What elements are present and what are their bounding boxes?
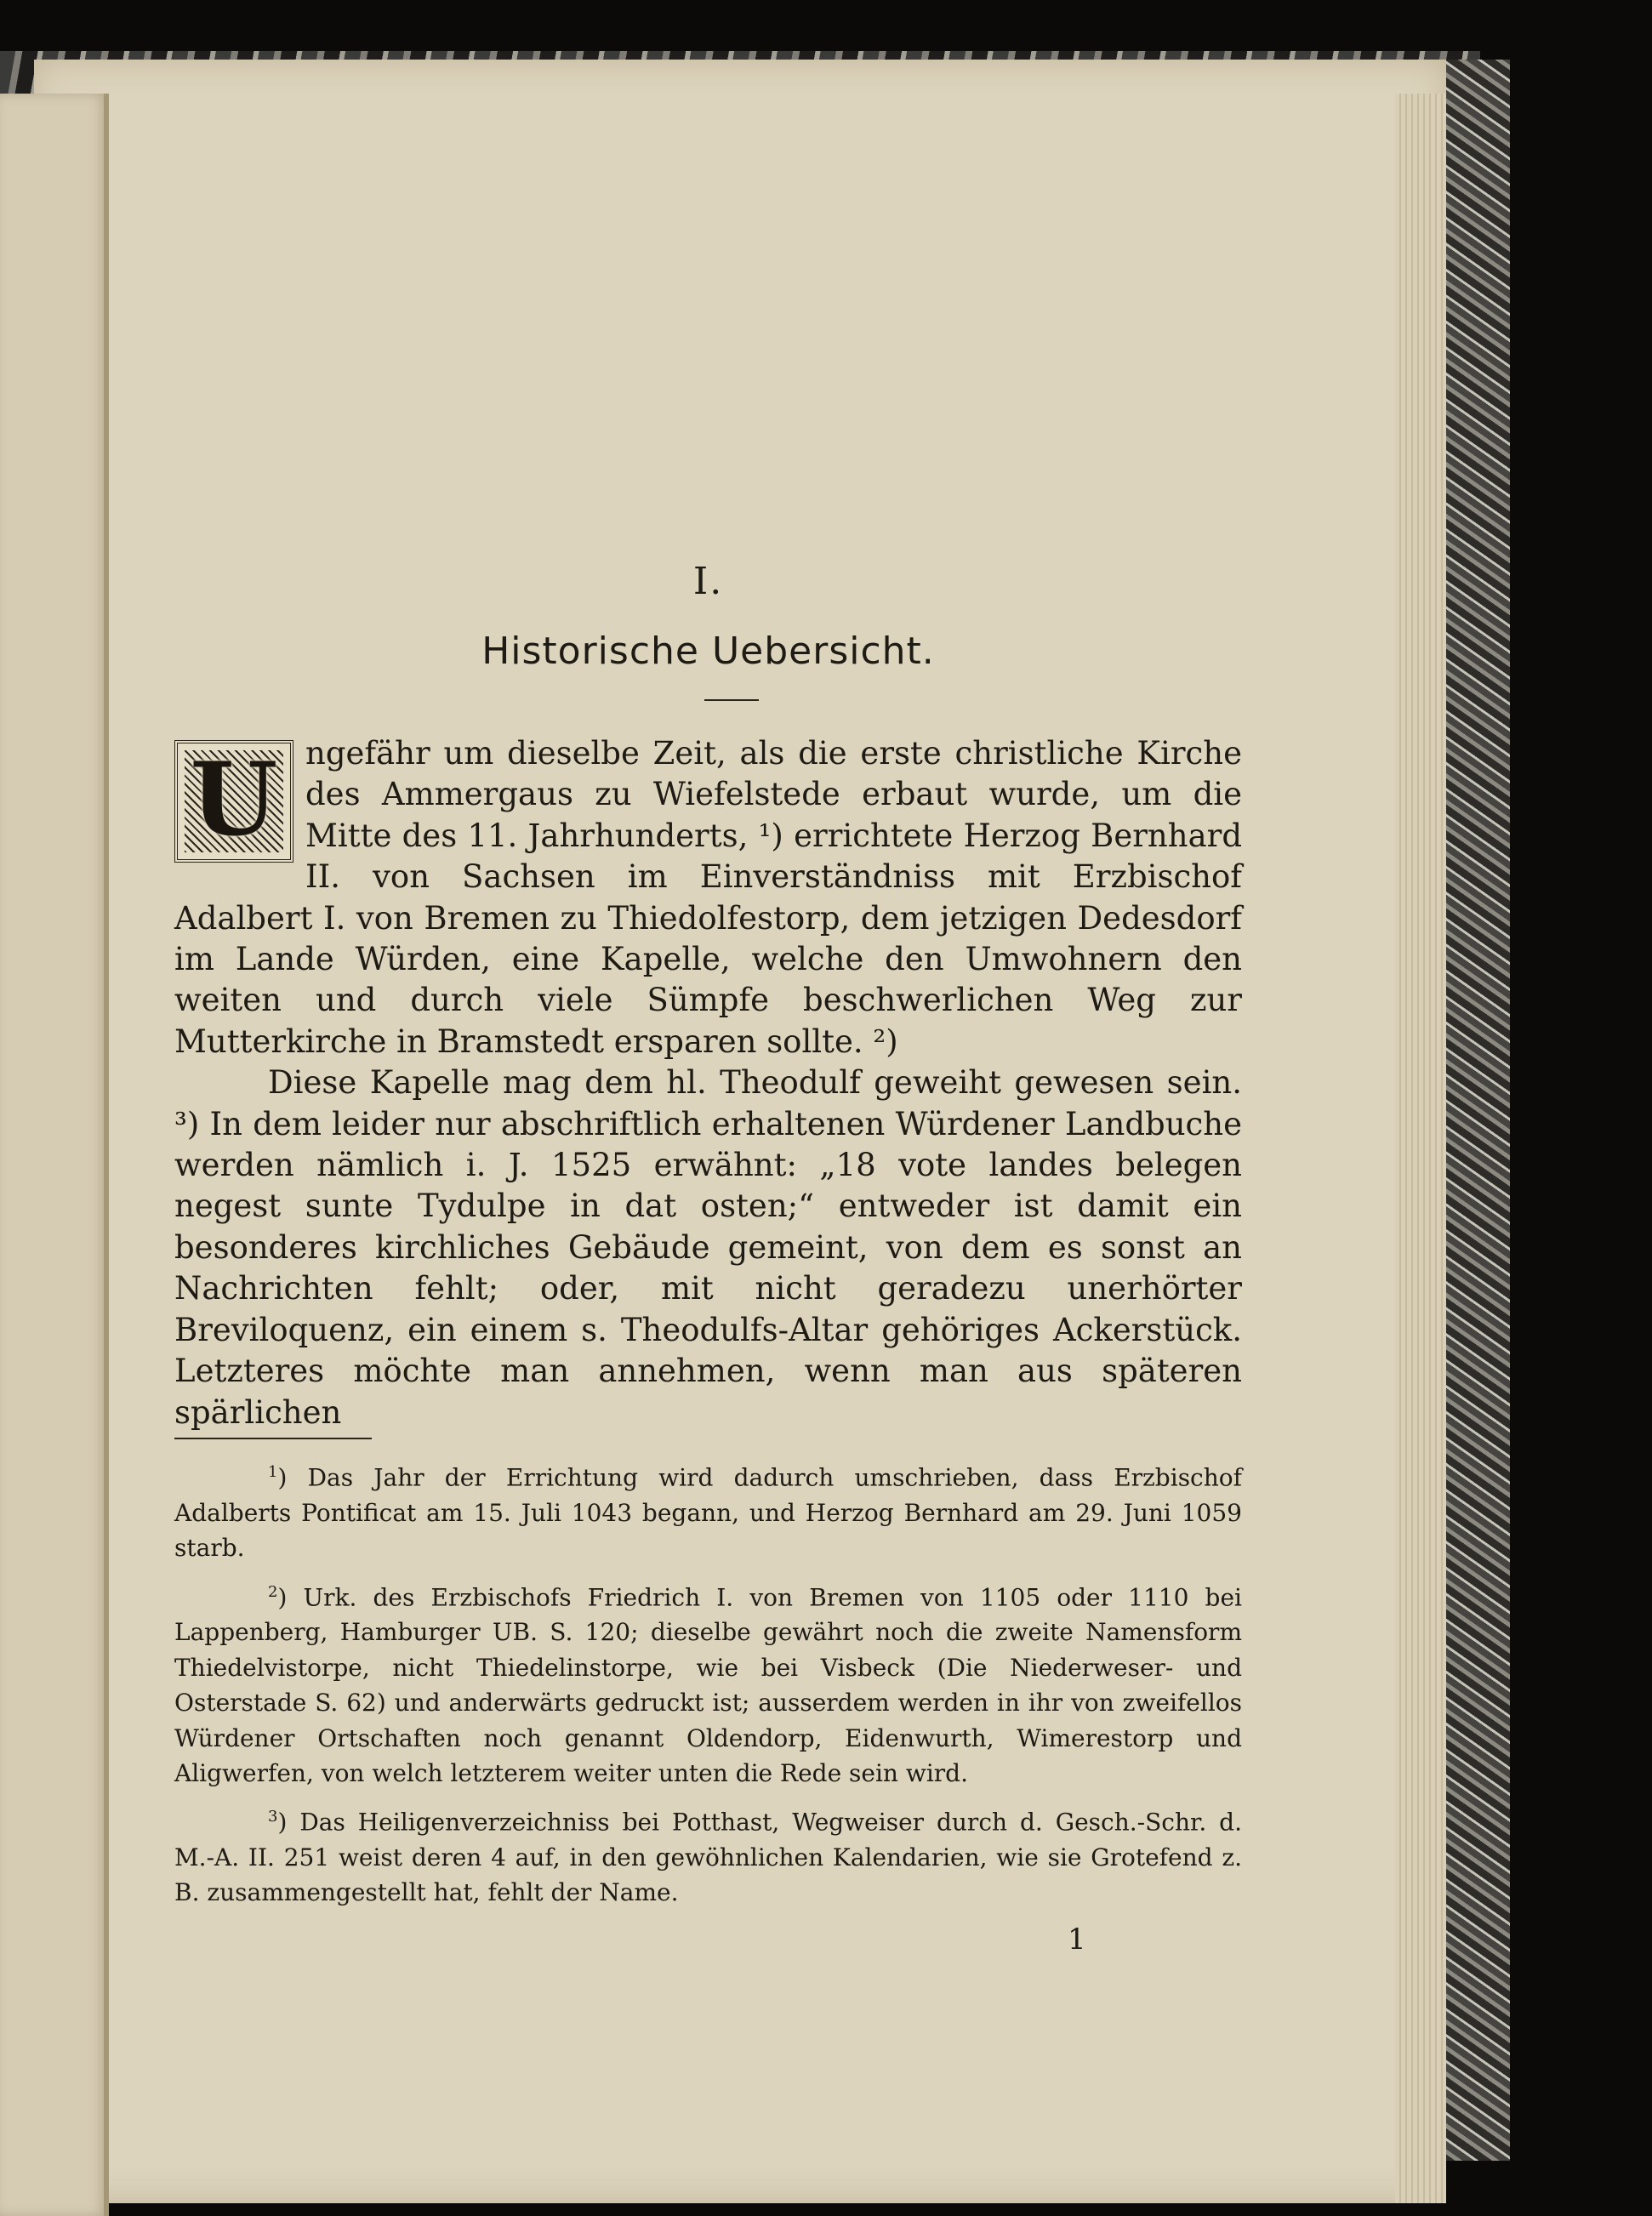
- marbled-book-edge: [1442, 60, 1510, 2161]
- paragraph-1-text: ngefähr um dieselbe Zeit, als die erste christliche Kirche des Ammergaus zu Wiefelstede erbaut wurde, um die Mitte des 11. Jahrhunderts, ¹) errichtete Herzog Bernhard II. von Sachsen im Einverständniss mit Erzbischof Adalbert I. von Bremen zu Thiedolfestorp, dem jetzigen Dedesdorf im Lande Würden, eine Kapelle, welche den Umwohnern den weiten und durch viele Sümpfe beschwerlichen Weg zur Mutterkirche in Bramstedt ersparen sollte. ²): [174, 735, 1242, 1060]
- body-text: [174, 733, 1242, 1433]
- ornamental-initial: [174, 740, 293, 863]
- left-page-leaf: [0, 94, 109, 2216]
- page-number: 1: [1068, 1923, 1086, 1957]
- chapter-title: Historische Uebersicht.: [481, 629, 935, 673]
- footnote-divider: [174, 1438, 372, 1439]
- footnote-2: [174, 1575, 1242, 1792]
- footnote-2-mark: 2: [268, 1582, 278, 1601]
- initial-letter: U: [190, 740, 278, 858]
- footnotes: [174, 1455, 1242, 1919]
- footnote-1-text: ) Das Jahr der Errichtung wird dadurch umschrieben, dass Erzbischof Adalberts Pontificat am 15. Juli 1043 begann, und Herzog Bernhard am 29. Juni 1059 starb.: [174, 1463, 1242, 1563]
- footnote-1-mark: 1: [268, 1463, 278, 1481]
- chapter-number: I.: [692, 560, 724, 603]
- paragraph-2: Diese Kapelle mag dem hl. Theodulf geweiht gewesen sein. ³) In dem leider nur abschriftlich erhaltenen Würdener Landbuche werden nämlich i. J. 1525 erwähnt: „18 vote landes belegen negest sunte Tydulpe in dat osten;“ entweder ist damit ein besonderes kirchliches Gebäude gemeint, von dem es sonst an Nachrichten fehlt; oder, mit nicht geradezu unerhörter Breviloquenz, ein einem s. Theodulfs-Altar gehöriges Ackerstück. Letzteres möchte man annehmen, wenn man aus späteren spärlichen: [174, 1064, 1242, 1431]
- book-gutter: [104, 94, 109, 2216]
- footnote-3: [174, 1799, 1242, 1911]
- footnote-2-text: ) Urk. des Erzbischofs Friedrich I. von Bremen von 1105 oder 1110 bei Lappenberg, Hamburger UB. S. 120; dieselbe gewährt noch die zweite Namensform Thiedelvistorpe, nicht Thiedelinstorpe, wie bei Visbeck (Die Niederweser- und Osterstade S. 62) und anderwärts gedruckt ist; ausserdem werden in ihr von zweifellos Würdener Ortschaften noch genannt Oldendorp, Eidenwurth, Wimerestorp und Aligwerfen, von welch letzterem weiter unten die Rede sein wird.: [174, 1582, 1242, 1787]
- footnote-3-text: ) Das Heiligenverzeichniss bei Potthast, Wegweiser durch d. Gesch.-Schr. d. M.-A. II. 251 weist deren 4 auf, in den gewöhnlichen Kalendarien, wie sie Grotefend z. B. zusammengestellt hat, fehlt der Name.: [174, 1808, 1242, 1907]
- footnote-3-mark: 3: [268, 1808, 278, 1826]
- footnote-1: [174, 1455, 1242, 1566]
- title-divider: [704, 699, 759, 701]
- paragraph-1: [174, 733, 1242, 1062]
- page-edge-stack: [1395, 94, 1446, 2203]
